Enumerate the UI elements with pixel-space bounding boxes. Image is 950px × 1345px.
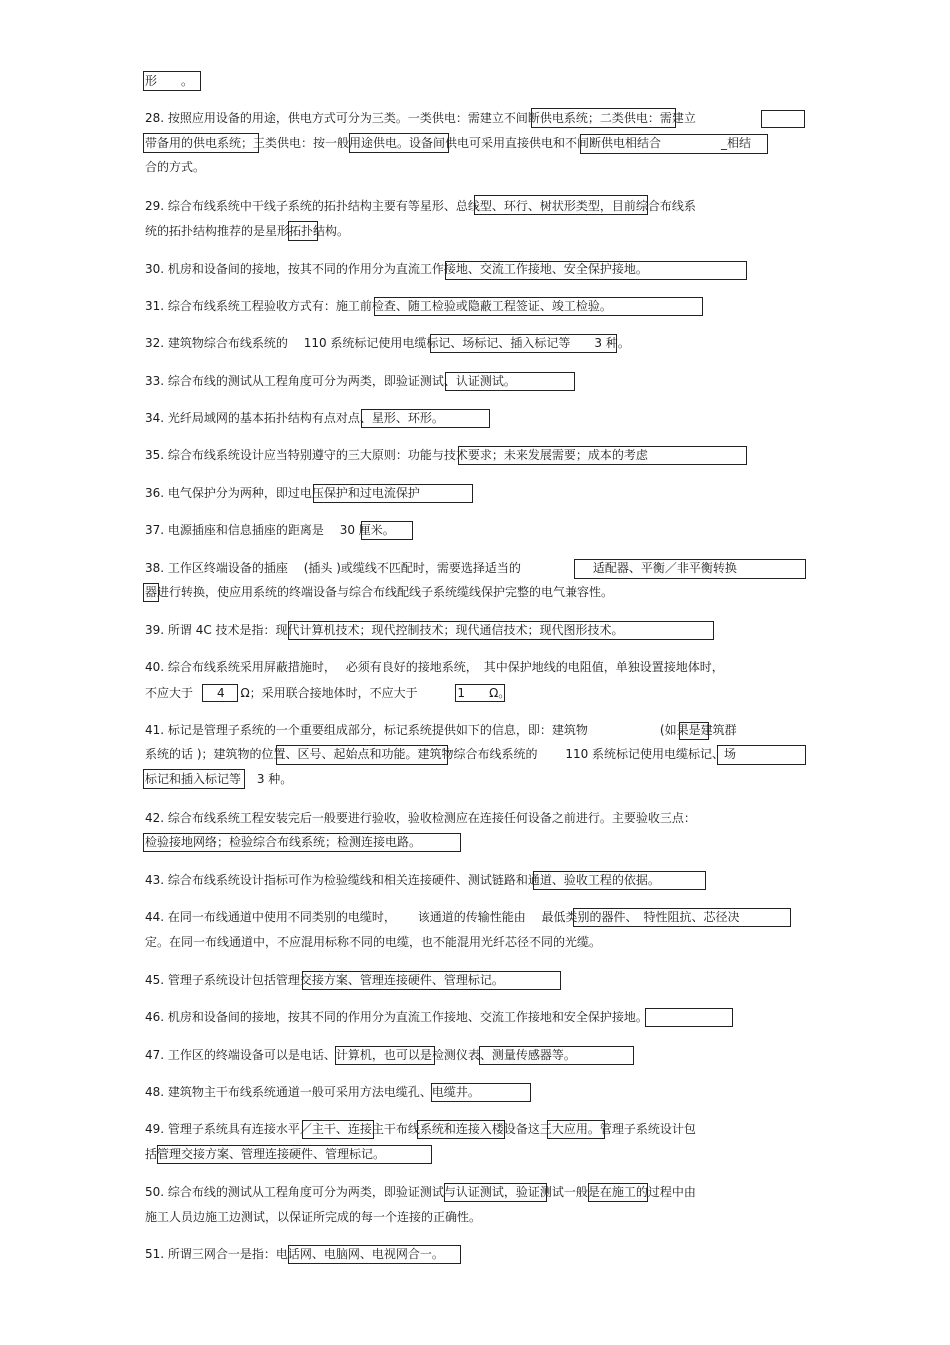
answer-box: [143, 769, 245, 789]
text-line: 41. 标记是管理子系统的一个重要组成部分，标记系统提供如下的信息，即：建筑物 (如果是建筑群: [145, 723, 737, 737]
text-line: 系统的话 )；建筑物的位置、区号、起始点和功能。建筑物综合布线系统的 110 系统标记使用电缆标记、场: [145, 747, 737, 761]
answer-box: [288, 221, 318, 241]
text-line: 48. 建筑物主干布线系统通道一般可采用方法电缆孔、电缆井。: [145, 1085, 480, 1099]
text-line: 47. 工作区的终端设备可以是电话、计算机，也可以是检测仪表、测量传感器等。: [145, 1048, 576, 1062]
text-line: 施工人员边施工边测试，以保证所完成的每一个连接的正确性。: [145, 1210, 482, 1224]
text-line: 44. 在同一布线通道中使用不同类别的电缆时， 该通道的传输性能由 最低类别的器件、 特性阻抗、芯径决: [145, 910, 740, 924]
answer-box: [361, 521, 413, 540]
answer-box: [580, 134, 768, 154]
text-line: 43. 综合布线系统设计指标可作为检验缆线和相关连接硬件、测试链路和通道、验收工程的依据。: [145, 873, 660, 887]
text-line: 49. 管理子系统具有连接水平／主干、连接主干布线系统和连接入楼设备这三大应用。管理子系统设计包: [145, 1122, 696, 1136]
text-line: 器进行转换，使应用系统的终端设备与综合布线配线子系统缆线保护完整的电气兼容性。: [145, 585, 614, 599]
text-line: 42. 综合布线系统工程安装完后一般要进行验收，验收检测应在连接任何设备之前进行。主要验收三点：: [145, 811, 696, 825]
answer-box: [444, 1183, 547, 1202]
text-line: 形 。: [145, 74, 194, 88]
text-line: 37. 电源插座和信息插座的距离是 30 厘米。: [145, 523, 395, 537]
text-line: 统的拓扑结构推荐的是星形拓扑结构。: [145, 224, 350, 238]
answer-box: [474, 195, 648, 215]
text-line: 38. 工作区终端设备的插座 (插头 )或缆线不匹配时，需要选择适当的 适配器、平衡／非平衡转换: [145, 561, 737, 575]
answer-box: [574, 559, 806, 579]
answer-box: [458, 446, 747, 465]
text-line: 合的方式。: [145, 160, 206, 174]
text-line: 29. 综合布线系统中干线子系统的拓扑结构主要有等星形、总线型、环行、树状形类型，目前综合布线系: [145, 199, 696, 213]
answer-box: [717, 745, 806, 765]
answer-box: [302, 1120, 374, 1139]
answer-box: [202, 684, 238, 702]
text-line: 31. 综合布线系统工程验收方式有：施工前检查、随工检验或隐蔽工程签证、竣工检验。: [145, 299, 612, 313]
text-line: 30. 机房和设备间的接地，按其不同的作用分为直流工作接地、交流工作接地、安全保护接地。: [145, 262, 648, 276]
answer-box: [573, 908, 791, 927]
answer-box: [431, 1083, 531, 1102]
answer-box: [455, 684, 505, 702]
text-line: 34. 光纤局域网的基本拓扑结构有点对点、星形、环形。: [145, 411, 444, 425]
answer-box: [430, 334, 617, 353]
answer-box: [479, 1046, 634, 1065]
answer-box: [374, 297, 703, 316]
text-line: 33. 综合布线的测试从工程角度可分为两类，即验证测试、认证测试。: [145, 374, 516, 388]
text-line: 50. 综合布线的测试从工程角度可分为两类，即验证测试与认证测试，验证测试一般是在施工的过程中由: [145, 1185, 696, 1199]
answer-box: [288, 621, 714, 640]
answer-box: [302, 971, 561, 990]
answer-box: [645, 1008, 733, 1027]
text-line: 带备用的供电系统；三类供电：按一般用途供电。设备间供电可采用直接供电和不间断供电相结合 _相结: [145, 136, 752, 150]
answer-box: [417, 1120, 505, 1139]
answer-box: [313, 484, 473, 503]
answer-box: [288, 1245, 461, 1264]
answer-box: [143, 133, 259, 153]
text-line: 标记和插入标记等 3 种。: [145, 772, 293, 786]
text-line: 51. 所谓三网合一是指：电话网、电脑网、电视网合一。: [145, 1247, 444, 1261]
answer-box: [335, 1046, 435, 1065]
text-line: 40. 综合布线系统采用屏蔽措施时， 必须有良好的接地系统， 其中保护地线的电阻值，单独设置接地体时，: [145, 660, 724, 674]
answer-box: [533, 871, 706, 890]
text-line: 35. 综合布线系统设计应当特别遵守的三大原则：功能与技术要求；未来发展需要；成本的考虑: [145, 448, 648, 462]
text-line: 46. 机房和设备间的接地，按其不同的作用分为直流工作接地、交流工作接地和安全保护接地。: [145, 1010, 648, 1024]
text-line: 括管理交接方案、管理连接硬件、管理标记。: [145, 1147, 386, 1161]
text-line: 45. 管理子系统设计包括管理交接方案、管理连接硬件、管理标记。: [145, 973, 504, 987]
answer-box: [361, 409, 490, 428]
answer-box: [143, 71, 201, 91]
text-line: 36. 电气保护分为两种，即过电压保护和过电流保护: [145, 486, 420, 500]
answer-box: [157, 1145, 432, 1164]
answer-box: [445, 372, 575, 391]
answer-box: [349, 133, 449, 153]
text-line: 检验接地网络；检验综合布线系统；检测连接电路。: [145, 835, 422, 849]
answer-box: [276, 745, 448, 765]
text-line: 定。在同一布线通道中，不应混用标称不同的电缆，也不能混用光纤芯径不同的光缆。: [145, 935, 602, 949]
text-line: 39. 所谓 4C 技术是指：现代计算机技术；现代控制技术；现代通信技术；现代图形技术。: [145, 623, 624, 637]
answer-box: [547, 1120, 605, 1139]
answer-box: [143, 583, 159, 602]
answer-box: [531, 108, 676, 128]
answer-box: [445, 261, 747, 280]
answer-box: [143, 833, 461, 852]
text-line: 32. 建筑物综合布线系统的 110 系统标记使用电缆标记、场标记、插入标记等 3 种。: [145, 336, 630, 350]
answer-box: [761, 110, 805, 128]
text-line: 不应大于 4 Ω；采用联合接地体时，不应大于 1 Ω。: [145, 686, 511, 700]
text-line: 28. 按照应用设备的用途，供电方式可分为三类。一类供电：需建立不间断供电系统；二类供电：需建立: [145, 111, 696, 125]
answer-box: [588, 1183, 648, 1202]
answer-box: [679, 722, 709, 740]
